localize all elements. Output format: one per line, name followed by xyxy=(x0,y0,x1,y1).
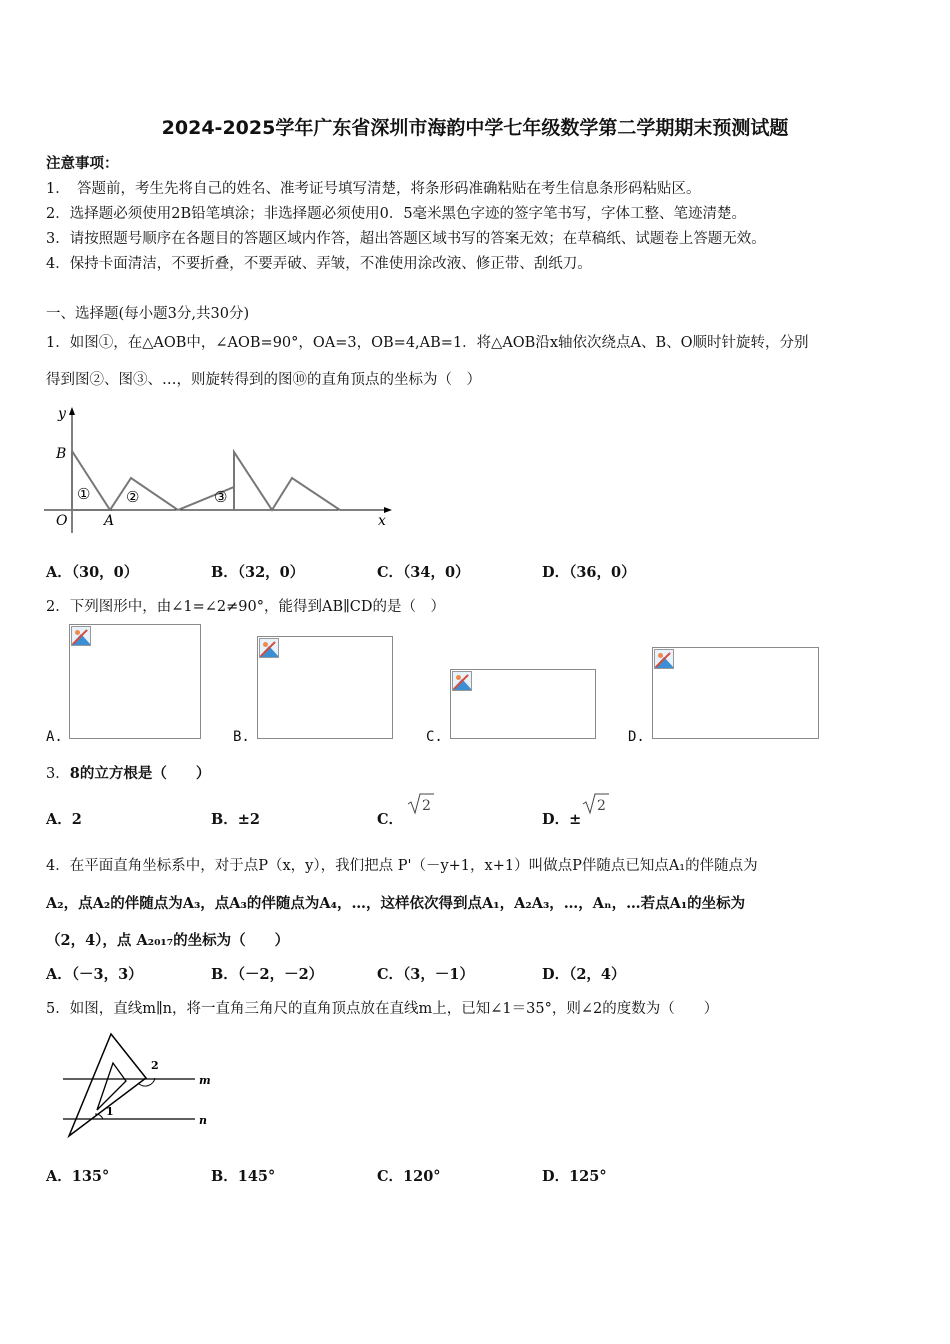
q1-figure xyxy=(44,403,394,538)
label-1: 1 xyxy=(106,1105,114,1118)
broken-image-icon xyxy=(259,638,279,658)
q5-option-c[interactable]: C．120° xyxy=(377,1168,441,1185)
q3-option-b[interactable]: B．±2 xyxy=(211,811,260,828)
q1-option-a[interactable]: A．（30，0） xyxy=(46,564,139,581)
q3-stem xyxy=(46,762,210,783)
label-O: O xyxy=(56,513,68,529)
q4-option-c[interactable]: C．（3，－1） xyxy=(377,966,474,983)
label-2: 2 xyxy=(151,1059,159,1072)
q4-option-a[interactable]: A．（－3，3） xyxy=(46,966,143,983)
notice-item: 2．选择题必须使用2B铅笔填涂；非选择题必须使用0．5毫米黑色字迹的签字笔书写，字体工整、笔迹清楚。 xyxy=(46,206,747,222)
q5-figure xyxy=(55,1030,225,1145)
q1-option-b[interactable]: B．（32，0） xyxy=(211,564,305,581)
q2-image-a xyxy=(69,624,201,739)
q2-label-b[interactable]: B. xyxy=(233,729,250,745)
label-A: A xyxy=(104,513,115,529)
radicand: 2 xyxy=(597,798,606,814)
notice-heading: 注意事项： xyxy=(46,155,119,172)
q1-option-c[interactable]: C．（34，0） xyxy=(377,564,470,581)
q1-stem-line2: 得到图②、图③、…，则旋转得到的图⑩的直角顶点的坐标为（ ） xyxy=(46,372,481,388)
q1-stem-line1: 1．如图①，在△AOB中，∠AOB=90°，OA=3，OB=4,AB=1．将△AOB沿x轴依次绕点A、B、O顺时针旋转，分别 xyxy=(46,335,809,351)
q4-option-d[interactable]: D．（2，4） xyxy=(542,966,626,983)
page-title: 2024-2025学年广东省深圳市海韵中学七年级数学第二学期期末预测试题 xyxy=(161,117,789,139)
q2-label-c[interactable]: C. xyxy=(426,729,443,745)
label-x: x xyxy=(378,513,386,529)
q3-option-a[interactable]: A．2 xyxy=(46,811,82,828)
q3-option-d[interactable]: D．± xyxy=(542,811,582,828)
label-fig2: ② xyxy=(126,488,140,506)
label-fig1: ① xyxy=(77,485,91,503)
label-y: y xyxy=(58,406,66,422)
set-square-inner xyxy=(97,1063,126,1110)
notice-item: 3．请按照题号顺序在各题目的答题区域内作答，超出答题区域书写的答案无效；在草稿纸、试题卷上答题无效。 xyxy=(46,231,766,247)
set-square-outer xyxy=(69,1034,146,1136)
q4-stem-line3: （2，4），点 A₂₀₁₇的坐标为（ ） xyxy=(46,932,290,949)
q3-number: 3． xyxy=(46,766,70,782)
broken-image-icon xyxy=(71,626,91,646)
sqrt-symbol-c xyxy=(406,792,436,816)
triangle-2 xyxy=(110,478,178,510)
q3-option-c[interactable]: C． xyxy=(377,811,404,828)
sqrt-symbol-d xyxy=(581,792,611,816)
q2-image-b xyxy=(257,636,393,739)
q4-stem-line1: 4．在平面直角坐标系中，对于点P（x，y），我们把点 P'（－y+1，x+1）叫做点P伴随点已知点A₁的伴随点为 xyxy=(46,858,758,874)
triangles-4-5 xyxy=(234,452,340,510)
q3-text: 8的立方根是（ ） xyxy=(69,765,211,782)
broken-image-icon xyxy=(452,671,472,691)
label-fig3: ③ xyxy=(214,488,228,506)
q2-label-d[interactable]: D. xyxy=(628,729,645,745)
q2-image-c xyxy=(450,669,596,739)
q5-option-a[interactable]: A．135° xyxy=(46,1168,110,1185)
notice-item: 4．保持卡面清洁，不要折叠，不要弄破、弄皱，不准使用涂改液、修正带、刮纸刀。 xyxy=(46,256,592,272)
radicand: 2 xyxy=(422,798,431,814)
q4-option-b[interactable]: B．（－2，－2） xyxy=(211,966,324,983)
q1-option-d[interactable]: D．（36，0） xyxy=(542,564,636,581)
y-axis-arrow xyxy=(69,407,75,415)
section-heading: 一、选择题(每小题3分,共30分) xyxy=(46,306,250,322)
label-n: n xyxy=(199,1114,207,1127)
q2-label-a[interactable]: A. xyxy=(46,729,63,745)
q5-option-b[interactable]: B．145° xyxy=(211,1168,276,1185)
label-B: B xyxy=(56,446,67,462)
notice-item: 1． 答题前，考生先将自己的姓名、准考证号填写清楚，将条形码准确粘贴在考生信息条形码粘贴区。 xyxy=(46,181,701,197)
q2-stem: 2．下列图形中，由∠1=∠2≠90°，能得到AB∥CD的是（ ） xyxy=(46,599,446,615)
q5-stem: 5．如图，直线m∥n，将一直角三角尺的直角顶点放在直线m上，已知∠1＝35°，则∠2的度数为（ ） xyxy=(46,1001,719,1017)
q2-image-d xyxy=(652,647,819,739)
q5-option-d[interactable]: D．125° xyxy=(542,1168,607,1185)
q4-stem-line2: A₂，点A₂的伴随点为A₃，点A₃的伴随点为A₄，…，这样依次得到点A₁，A₂A₃，…，Aₙ，…若点A₁的坐标为 xyxy=(46,895,746,912)
label-m: m xyxy=(199,1074,211,1087)
broken-image-icon xyxy=(654,649,674,669)
